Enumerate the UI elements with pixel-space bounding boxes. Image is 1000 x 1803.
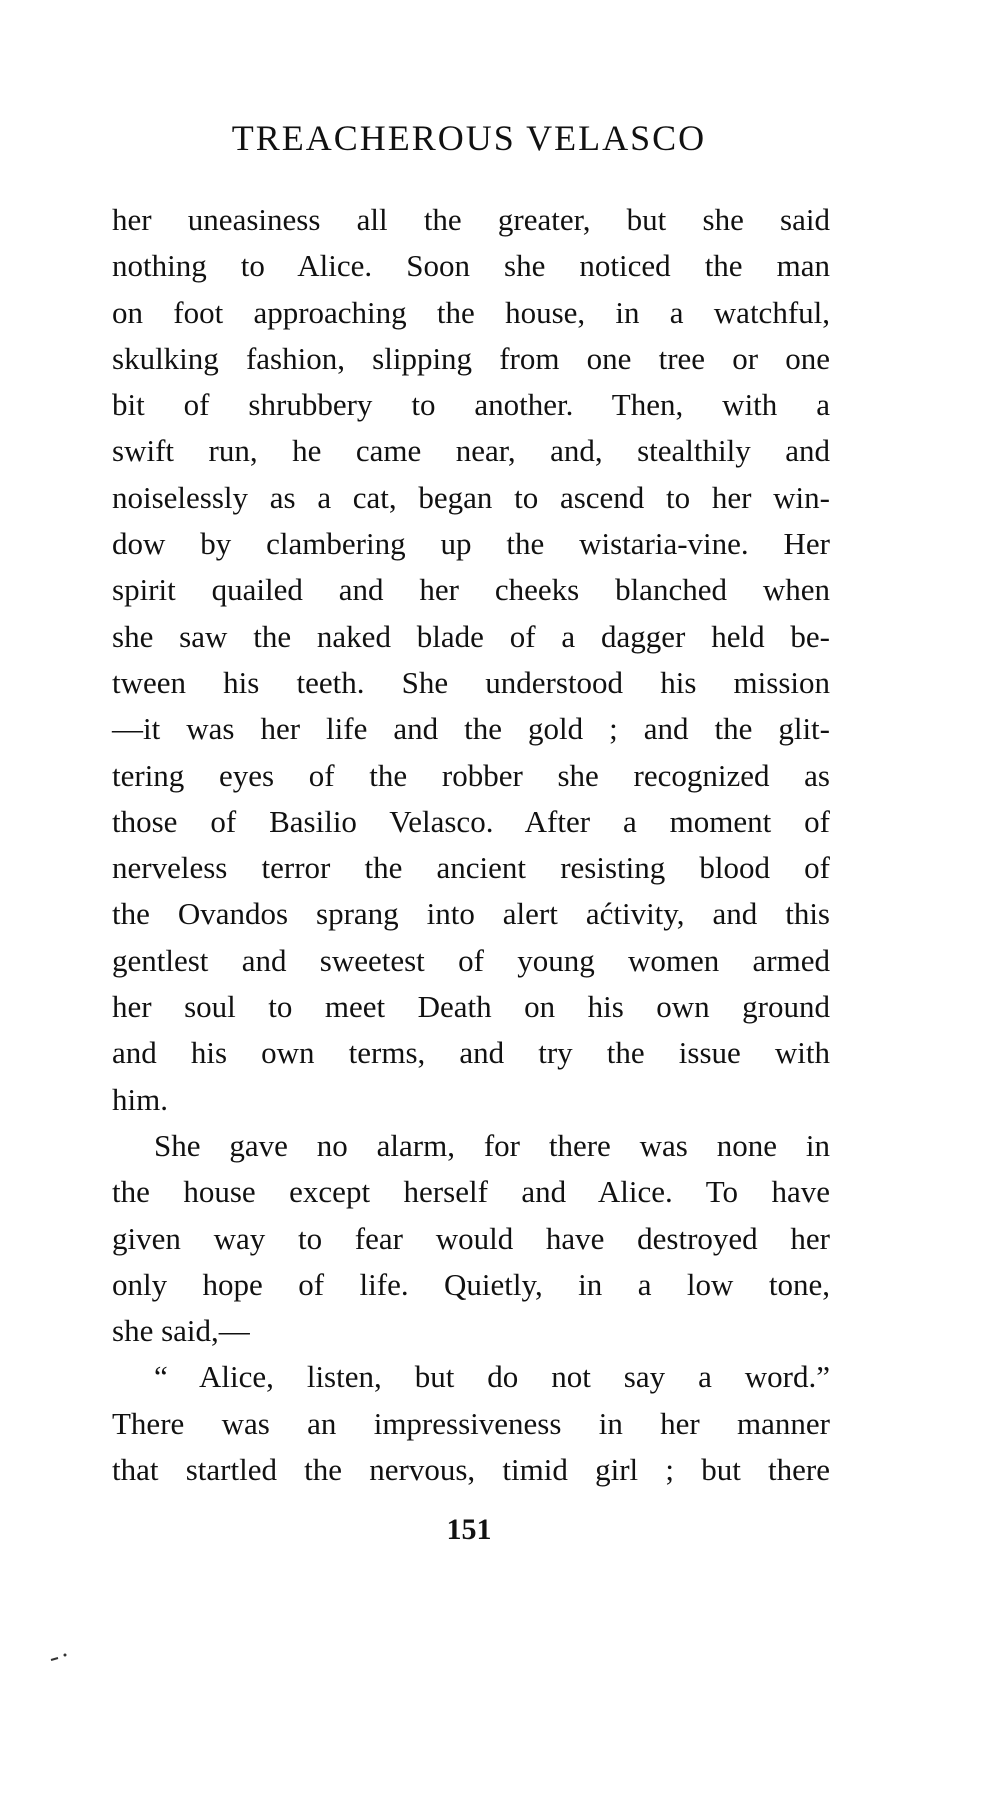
- text-line: the Ovandos sprang into alert aćtivity, and this: [112, 896, 830, 932]
- text-line: There was an impressiveness in her manner: [112, 1405, 830, 1441]
- text-line: her soul to meet Death on his own ground: [112, 989, 830, 1025]
- ink-speck: [50, 1652, 68, 1662]
- body-text: [112, 197, 830, 1493]
- running-head: TREACHEROUS VELASCO: [231, 118, 707, 158]
- text-line: only hope of life. Quietly, in a low tone,: [112, 1266, 830, 1302]
- text-line: dow by clambering up the wistaria-vine. Her: [112, 526, 830, 562]
- text-line: him.: [112, 1081, 168, 1117]
- text-line: spirit quailed and her cheeks blanched when: [112, 572, 830, 608]
- text-line: swift run, he came near, and, stealthily and: [112, 433, 830, 469]
- text-line: bit of shrubbery to another. Then, with a: [112, 387, 830, 423]
- text-line: and his own terms, and try the issue with: [112, 1035, 830, 1071]
- text-line: given way to fear would have destroyed her: [112, 1220, 830, 1256]
- text-line: tering eyes of the robber she recognized as: [112, 757, 830, 793]
- text-line: nothing to Alice. Soon she noticed the man: [112, 248, 830, 284]
- text-line: noiselessly as a cat, began to ascend to her win-: [112, 479, 830, 515]
- text-line: on foot approaching the house, in a watchful,: [112, 294, 830, 330]
- text-line: that startled the nervous, timid girl ; but there: [112, 1452, 830, 1488]
- text-line: she saw the naked blade of a dagger held be-: [112, 618, 830, 654]
- text-line: gentlest and sweetest of young women armed: [112, 942, 830, 978]
- page-number: 151: [446, 1513, 492, 1546]
- text-line: “ Alice, listen, but do not say a word.”: [154, 1359, 830, 1395]
- text-line: her uneasiness all the greater, but she said: [112, 202, 830, 237]
- text-line: skulking fashion, slipping from one tree or one: [112, 340, 830, 376]
- text-line: she said,—: [112, 1313, 250, 1349]
- text-line: —it was her life and the gold ; and the glit-: [112, 711, 830, 747]
- text-line: those of Basilio Velasco. After a moment of: [112, 803, 830, 839]
- text-line: tween his teeth. She understood his mission: [112, 664, 830, 700]
- text-line: She gave no alarm, for there was none in: [154, 1127, 830, 1163]
- text-line: the house except herself and Alice. To have: [112, 1174, 830, 1210]
- text-line: nerveless terror the ancient resisting blood of: [112, 850, 830, 886]
